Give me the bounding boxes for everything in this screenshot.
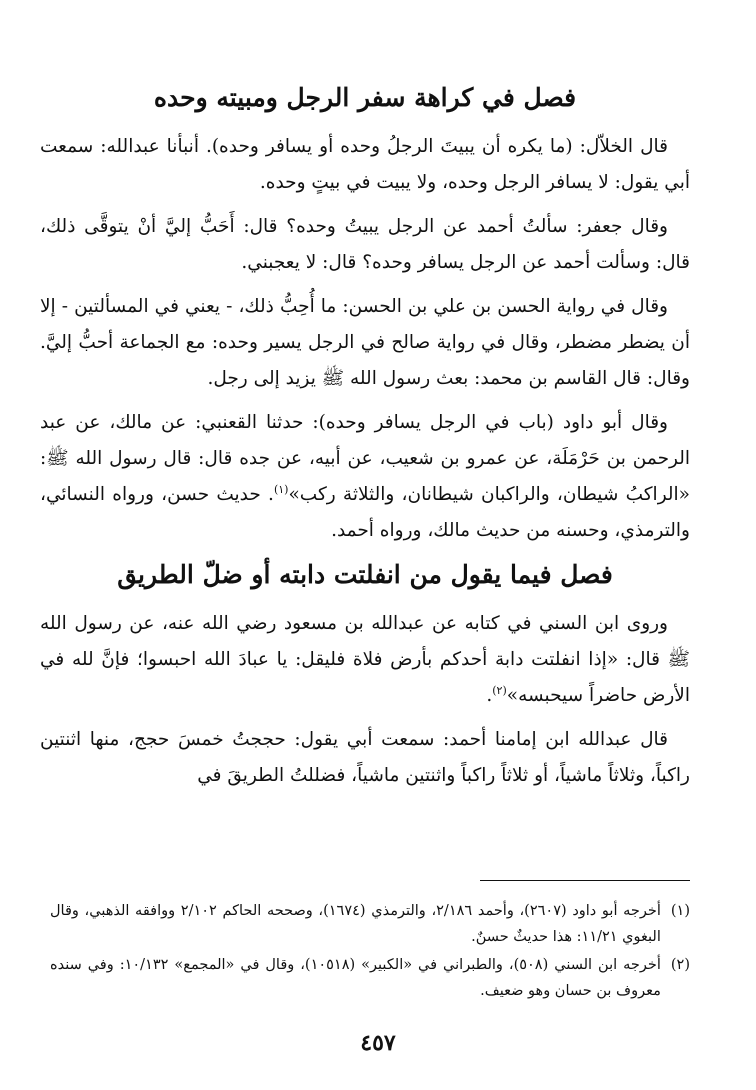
paragraph-6: قال عبدالله ابن إمامنا أحمد: سمعت أبي يقول: حججتُ خمسَ حجج، منها اثنتين راكباً، وثلاثاً ماشياً، أو ثلاثاً راكباً واثنتين ماشياً، فضللتُ الطريقَ في [40,729,690,786]
paragraph-5-text: وروى ابن السني في كتابه عن عبدالله بن مسعود رضي الله عنه، عن رسول الله ﷺ قال: «إذا انفلتت دابة أحدكم بأرض فلاة فليقل: يا عبادَ الله احبسوا؛ فإنَّ لله في الأرض حاضراً سيحبسه» [40,613,690,706]
paragraph-3: وقال في رواية الحسن بن علي بن الحسن: ما أُحِبُّ ذلك، - يعني في المسألتين - إلا أن يضطر مضطر، وقال في رواية صالح في الرجل يسير وحده: مع الجماعة أحبُّ إليَّ. وقال: قال القاسم بن محمد: بعث رسول الله ﷺ يزيد إلى رجل. [40,296,690,389]
paragraph-1: قال الخلاّل: (ما يكره أن يبيتَ الرجلُ وحده أو يسافر وحده). أنبأنا عبدالله: سمعت أبي يقول: لا يسافر الرجل وحده، ولا يبيت في بيتٍ وحده. [40,136,690,193]
page-number: ٤٥٧ [360,1030,396,1056]
paragraph-5 [40,606,690,714]
footnote-2 [50,952,690,1004]
paragraph-4-tail: . حديث حسن، ورواه النسائي، والترمذي، وحسنه من حديث مالك، ورواه أحمد. [40,484,690,541]
footnote-ref-2[interactable]: (٢) [492,683,507,697]
footnote-number: (٢) [670,957,690,973]
footnote-text: أخرجه ابن السني (٥٠٨)، والطبراني في «الكبير» (١٠٥١٨)، وقال في «المجمع» ١٠/١٣٢: وفي سنده معروف بن حسان وهو ضعيف. [50,957,661,999]
footnotes [50,898,690,1006]
section-heading-1: فصل في كراهة سفر الرجل ومبيته وحده [153,83,577,112]
paragraph-5-tail: . [486,685,493,706]
paragraph-4 [40,405,690,549]
section-heading-2: فصل فيما يقول من انفلتت دابته أو ضلّ الطريق [117,560,613,589]
paragraph-2: وقال جعفر: سألتُ أحمد عن الرجل يبيتُ وحده؟ قال: أَحَبُّ إليَّ أنْ يتوقَّى ذلك، قال: وسألت أحمد عن الرجل يسافر وحده؟ قال: لا يعجبني. [40,216,690,273]
paragraph-4-text: وقال أبو داود (باب في الرجل يسافر وحده): حدثنا القعنبي: عن مالك، عن عبد الرحمن بن حَرْمَلَة، عن عمرو بن شعيب، عن أبيه، عن جده قال: قال رسول الله ﷺ: «الراكبُ شيطان، والراكبان شيطانان، والثلاثة ركب» [40,412,691,505]
footnote-divider [480,880,690,881]
footnote-1 [50,898,690,950]
page-body [40,70,690,802]
footnote-text: أخرجه أبو داود (٢٦٠٧)، وأحمد ٢/١٨٦، والترمذي (١٦٧٤)، وصححه الحاكم ٢/١٠٢ ووافقه الذهبي، وقال البغوي ١١/٢١: هذا حديثٌ حسنٌ. [50,903,661,945]
footnote-ref-1[interactable]: (١) [273,482,289,496]
footnote-number: (١) [670,903,690,919]
